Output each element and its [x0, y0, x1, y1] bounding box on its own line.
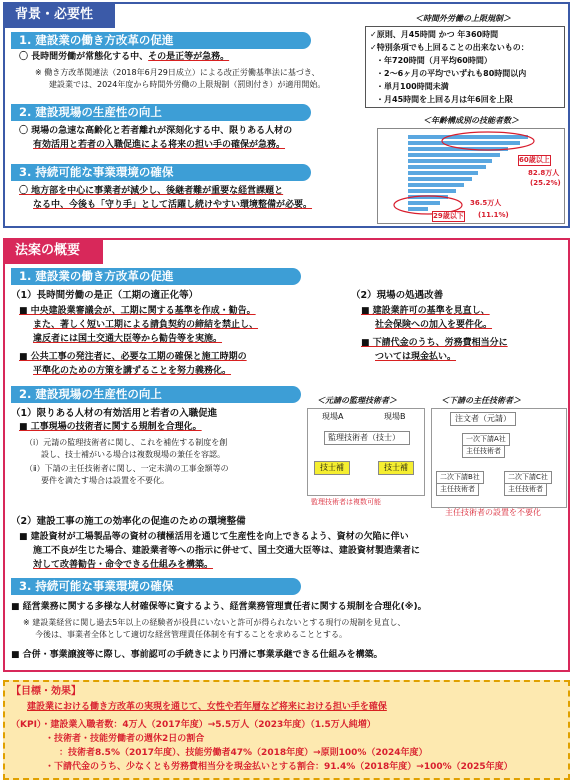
outline-panel	[3, 238, 570, 672]
background-title: 背景・必要性	[5, 4, 115, 28]
outline-s3c: 設し、技士補がいる場合は複数現場の兼任を容認。	[41, 450, 225, 459]
outline-section1-header: 1. 建設業の働き方改革の促進	[11, 268, 301, 285]
limit-box	[365, 26, 565, 108]
outline-s5a: ■ 経営業務に関する多様な人材確保等に資するよう、経営業務管理責任者に関する規制を合理化(※)。	[11, 602, 427, 612]
outline-s2c: ■ 下請代金のうち、労務費相当分に	[361, 338, 508, 348]
limit-line-5: ・単月100時間未満	[376, 82, 449, 91]
diagB-sub3: 二次下請C社	[504, 471, 552, 484]
outline-s1b: また、著しく短い工期による請負契約の締結を禁止し、	[33, 320, 259, 330]
diagB-owner: 注文者（元請）	[450, 412, 516, 426]
limit-line-4: ・2～6ヶ月の平均でいずれも80時間以内	[376, 69, 527, 78]
outline-s1d: ■ 公共工事の発注者に、必要な工期の確保と施工時期の	[19, 352, 247, 362]
outline-s2a: ■ 建設業許可の基準を見直し、	[361, 306, 490, 316]
limit-line-6: ・月45時間を上回る月は年6回を上限	[376, 95, 513, 104]
goals-kpi-3: ：技術者8.5%（2017年度）、技能労働者47%（2018年度）→原則100%（2024年度）	[59, 748, 428, 758]
diagB-m3: 主任技術者	[504, 483, 547, 496]
diagA-kanri: 監理技術者（技士）	[324, 431, 410, 445]
diagA-box	[307, 408, 425, 496]
outline-title: 法案の概要	[5, 240, 103, 264]
outline-s4b: 施工不良が生じた場合、建設業者等への指示に併せて、国土交通大臣等は、建設資材製造業者に	[33, 546, 420, 556]
outline-s5b: ※ 建設業経営に関し過去5年以上の経験者が役員にいないと許可が得られないとする現行の規制を見直し、	[23, 618, 406, 627]
goals-kpi-2: ・技術者・技能労働者の週休2日の割合	[45, 734, 205, 744]
outline-section2-header: 2. 建設現場の生産性の向上	[11, 386, 301, 403]
background-panel	[3, 2, 570, 228]
age-label-60: 60歳以上	[519, 156, 550, 164]
outline-s3d: （ⅱ）下請の主任技術者に関し、一定未満の工事金額等の	[25, 464, 229, 473]
goals-title: 【目標・効果】	[11, 686, 81, 697]
outline-s3e: 要件を満たす場合は設置を不要化。	[41, 476, 169, 485]
age-chart-title: ＜年齢構成別の技能者数＞	[423, 116, 519, 125]
diagA-hoA: 技士補	[314, 461, 350, 475]
outline-s4c: 対して改善勧告・命令できる仕組みを構築。	[33, 560, 214, 570]
outline-section3-header: 3. 持続可能な事業環境の確保	[11, 578, 301, 595]
outline-s1e: 平準化のための方策を講ずることを努力義務化。	[33, 366, 232, 376]
goals-kpi-4: ・下請代金のうち、少なくとも労務費相当分を現金払いとする割合：91.4%（2018年度）→100%（2025年度）	[45, 762, 513, 772]
limit-line-1: ✓原則、月45時間 かつ 年360時間	[370, 30, 499, 39]
diagA-siteB: 現場B	[384, 412, 406, 421]
outline-s5d: ■ 合併・事業譲渡等に際し、事前認可の手続きにより円滑に事業承継できる仕組みを構築。	[11, 650, 383, 660]
diagA-siteA: 現場A	[322, 412, 344, 421]
age-label-252: (25.2%)	[530, 179, 561, 187]
bg-note-2: 建設業では、2024年度から時間外労働の上限規制（罰則付き）が適用開始。	[49, 80, 326, 89]
diagB-m1: 主任技術者	[462, 445, 505, 458]
limit-title: ＜時間外労働の上限規制＞	[415, 14, 511, 23]
diagB-m2: 主任技術者	[436, 483, 479, 496]
diagB-sub2: 二次下請B社	[436, 471, 484, 484]
section2-header: 2. 建設現場の生産性の向上	[11, 104, 311, 121]
age-label-828: 82.8万人	[528, 169, 560, 177]
goals-panel	[3, 680, 570, 780]
bg-line-5: なる中、今後も「守り手」として活躍し続けやすい環境整備が必要。	[33, 200, 313, 210]
age-chart	[377, 128, 565, 224]
outline-s2d: ついては現金払い。	[375, 352, 457, 362]
diagA-title: ＜元請の監理技術者＞	[317, 396, 397, 405]
bg-line-3: 有効活用と若者の入職促進による将来の担い手の確保が急務。	[33, 140, 286, 150]
bg-line-1: 〇 長時間労働が常態化する中、その是正等が急務。	[19, 52, 230, 62]
limit-line-2: ✓特別条項でも上回ることの出来ないもの：	[370, 43, 529, 52]
outline-s2b: 社会保険への加入を要件化。	[375, 320, 493, 330]
bg-line-4: 〇 地方部を中心に事業者が減少し、後継者難が重要な経営課題と	[19, 186, 284, 196]
limit-line-3: ・年720時間（月平均60時間）	[376, 56, 492, 65]
goals-kpi-1: （KPI）・建設業入職者数：4万人（2017年度）→5.5万人（2023年度）（1.5万人純増）	[11, 720, 376, 730]
outline-s4a: ■ 建設資材が工場製品等の資材の積極活用を通じて生産性を向上できるよう、資材の欠陥に伴い	[19, 532, 409, 542]
diagB-sub1: 一次下請A社	[462, 433, 510, 446]
section3-header: 3. 持続可能な事業環境の確保	[11, 164, 311, 181]
goals-line-1: 建設業における働き方改革の実現を通じて、女性や若年層など将来における担い手を確保	[27, 702, 387, 712]
outline-s1: （1）長時間労働の是正（工期の適正化等）	[11, 290, 199, 301]
outline-s3a: ■ 工事現場の技術者に関する規制を合理化。	[19, 422, 202, 432]
diagB-caption: 主任技術者の設置を不要化	[445, 508, 541, 517]
outline-s1a: ■ 中央建設業審議会が、工期に関する基準を作成・勧告。	[19, 306, 256, 316]
outline-s3b: （ⅰ）元請の監理技術者に関し、これを補佐する制度を創	[25, 438, 228, 447]
outline-s2: （2）現場の処遇改善	[351, 290, 444, 301]
outline-s3: （1）限りある人材の有効活用と若者の入職促進	[11, 408, 218, 419]
diagB-box	[431, 408, 567, 508]
diagA-caption: 監理技術者は複数可能	[311, 498, 381, 506]
outline-s4: （2）建設工事の施工の効率化の促進のための環境整備	[11, 516, 246, 527]
bg-line-2: 〇 現場の急速な高齢化と若者離れが深刻化する中、限りある人材の	[19, 126, 293, 136]
age-label-29: 29歳以下	[433, 212, 464, 220]
diagA-hoB: 技士補	[378, 461, 414, 475]
outline-s1c: 違反者には国土交通大臣等から勧告等を実施。	[33, 334, 223, 344]
section1-header: 1. 建設業の働き方改革の促進	[11, 32, 311, 49]
outline-s5c: 今後は、事業者全体として適切な経営管理責任体制を有することを求めることとする。	[35, 630, 347, 639]
age-label-111: (11.1%)	[478, 211, 509, 219]
age-label-365: 36.5万人	[470, 199, 502, 207]
diagB-title: ＜下請の主任技術者＞	[441, 396, 521, 405]
bg-note-1: ※ 働き方改革関連法（2018年6月29日成立）による改正労働基準法に基づき、	[35, 68, 320, 77]
